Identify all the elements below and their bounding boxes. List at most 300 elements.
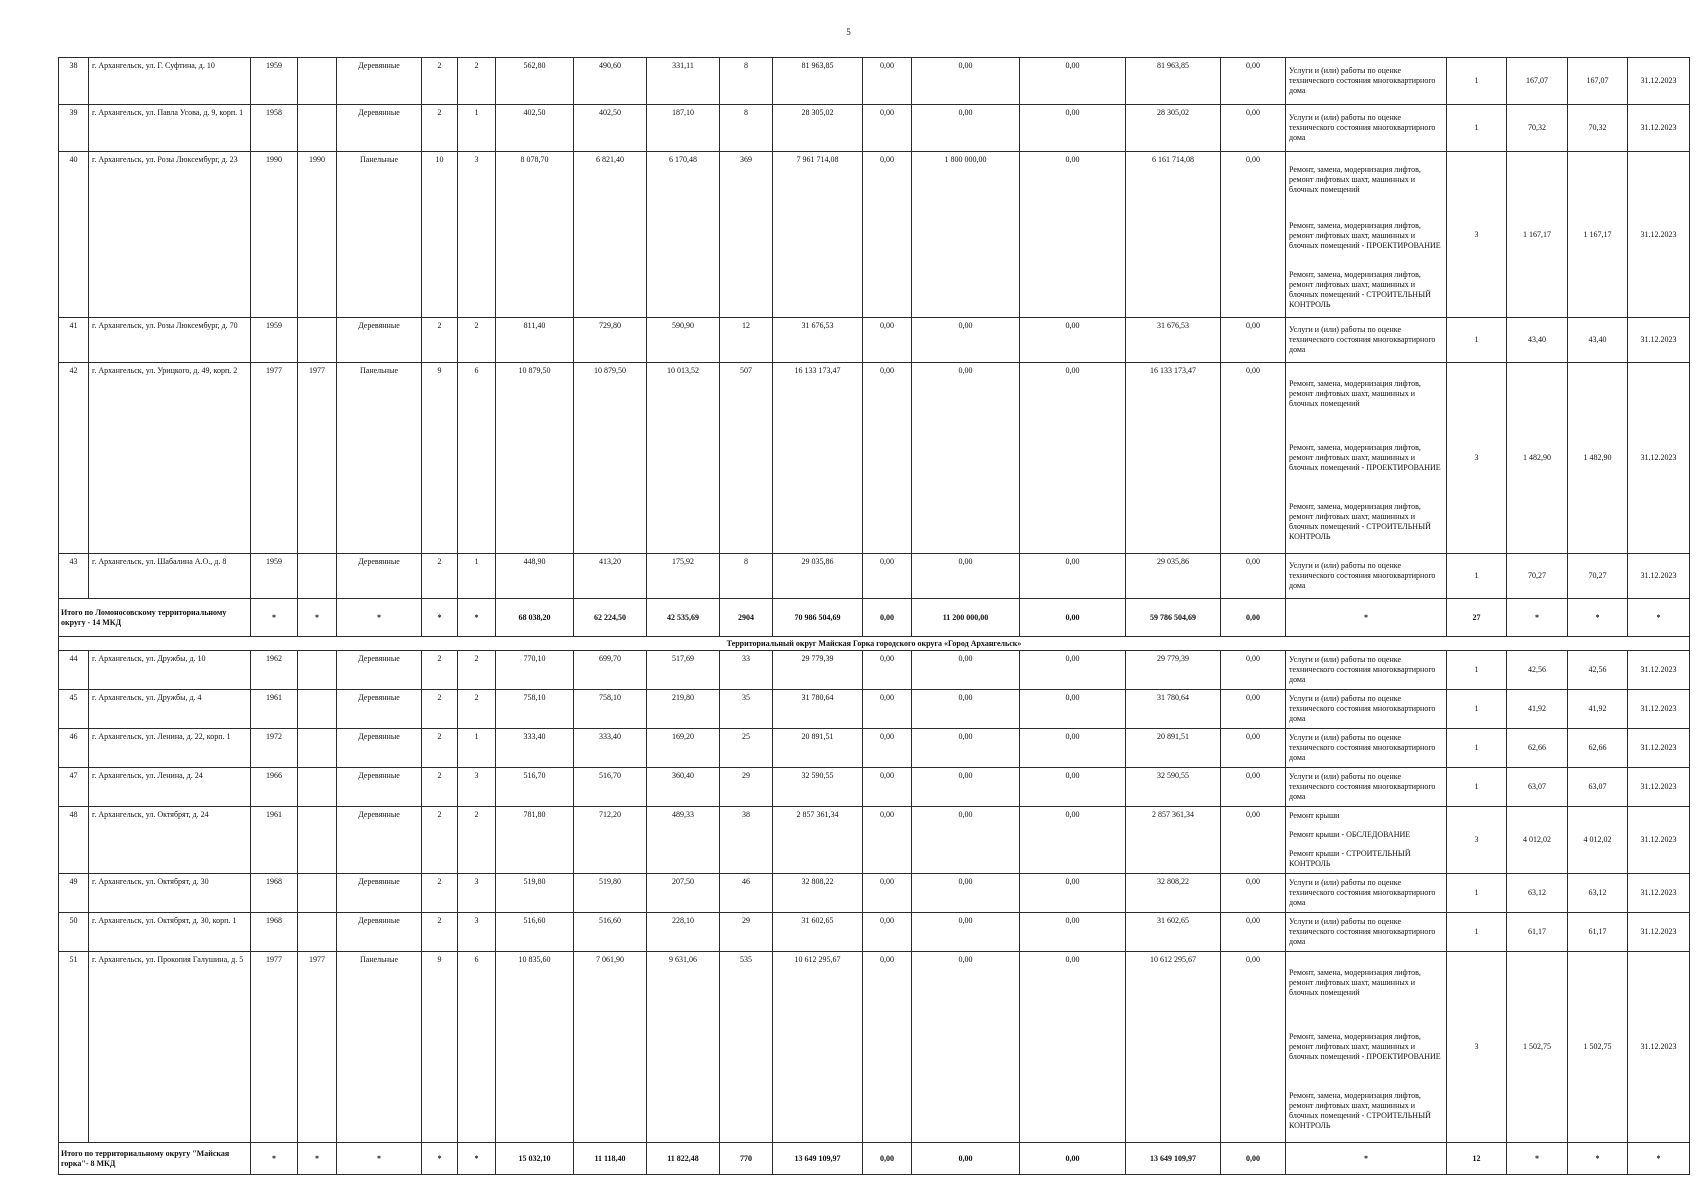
unit-cost: 61,17 [1507, 913, 1568, 952]
area-living: 7 061,90 [574, 952, 647, 1143]
year-built: 1961 [251, 807, 298, 874]
area-living: 413,20 [574, 554, 647, 599]
total-star: * [337, 599, 422, 637]
floors-count: 9 [422, 952, 458, 1143]
work-type: Услуги и (или) работы по оценке технического состояния многоквартирного дома [1286, 768, 1447, 807]
cost-owners: 29 035,86 [1126, 554, 1221, 599]
cost-local: 0,00 [1020, 768, 1126, 807]
work-count: 3 [1447, 952, 1507, 1143]
total-star: * [1507, 1143, 1568, 1175]
wall-material: Деревянные [337, 807, 422, 874]
work-count: 1 [1447, 318, 1507, 363]
area-living: 6 821,40 [574, 152, 647, 318]
year-rebuilt [298, 874, 337, 913]
unit-cost: 1 482,90 [1507, 363, 1568, 554]
area-living: 729,80 [574, 318, 647, 363]
area-owned: 10 013,52 [647, 363, 720, 554]
residents-count: 46 [720, 874, 773, 913]
year-built: 1968 [251, 913, 298, 952]
cost-total: 16 133 173,47 [773, 363, 863, 554]
work-type: Ремонт, замена, модернизация лифтов, ремонт лифтовых шахт, машинных и блочных помещений - СТРОИТЕЛЬНЫЙ КОНТРОЛЬ [1286, 263, 1447, 318]
unit-cost: 70,32 [1507, 105, 1568, 152]
year-built: 1990 [251, 152, 298, 318]
unit-cost: 43,40 [1507, 318, 1568, 363]
entrances-count: 2 [458, 807, 496, 874]
area-living: 10 879,50 [574, 363, 647, 554]
cost-region: 0,00 [912, 363, 1020, 554]
cost-region: 1 800 000,00 [912, 152, 1020, 318]
cost-region: 0,00 [912, 651, 1020, 690]
cost-local: 0,00 [1020, 318, 1126, 363]
house-address: г. Архангельск, ул. Октябрят, д. 30 [89, 874, 251, 913]
work-count: 1 [1447, 729, 1507, 768]
total-star: * [251, 599, 298, 637]
area-total: 519,80 [496, 874, 574, 913]
max-cost: 70,27 [1568, 554, 1628, 599]
total-area-living: 62 224,50 [574, 599, 647, 637]
total-star: * [1286, 599, 1447, 637]
residents-count: 35 [720, 690, 773, 729]
wall-material: Панельные [337, 952, 422, 1143]
year-rebuilt [298, 318, 337, 363]
area-owned: 6 170,48 [647, 152, 720, 318]
deadline: 31.12.2023 [1628, 729, 1690, 768]
entrances-count: 2 [458, 58, 496, 105]
work-type: Услуги и (или) работы по оценке технического состояния многоквартирного дома [1286, 651, 1447, 690]
cost-region: 0,00 [912, 690, 1020, 729]
area-total: 562,80 [496, 58, 574, 105]
year-built: 1972 [251, 729, 298, 768]
deadline: 31.12.2023 [1628, 913, 1690, 952]
entrances-count: 3 [458, 768, 496, 807]
residents-count: 25 [720, 729, 773, 768]
total-star: * [298, 1143, 337, 1175]
house-row [59, 913, 1690, 952]
cost-total: 29 779,39 [773, 651, 863, 690]
house-address: г. Архангельск, ул. Урицкого, д. 49, корп. 2 [89, 363, 251, 554]
cost-local: 0,00 [1020, 952, 1126, 1143]
cost-fund: 0,00 [863, 554, 912, 599]
area-total: 811,40 [496, 318, 574, 363]
total-star: * [1507, 599, 1568, 637]
entrances-count: 1 [458, 554, 496, 599]
cost-other: 0,00 [1221, 58, 1286, 105]
cost-region: 0,00 [912, 554, 1020, 599]
cost-fund: 0,00 [863, 768, 912, 807]
deadline: 31.12.2023 [1628, 807, 1690, 874]
year-rebuilt: 1990 [298, 152, 337, 318]
area-living: 490,60 [574, 58, 647, 105]
total-star: * [1286, 1143, 1447, 1175]
max-cost: 1 482,90 [1568, 363, 1628, 554]
total-area-owned: 11 822,48 [647, 1143, 720, 1175]
page-number: 5 [846, 27, 851, 37]
house-row [59, 152, 1690, 209]
cost-owners: 2 857 361,34 [1126, 807, 1221, 874]
capital-repair-register-table [58, 57, 1690, 1175]
unit-cost: 63,07 [1507, 768, 1568, 807]
total-cost-other: 0,00 [1221, 599, 1286, 637]
unit-cost: 1 167,17 [1507, 152, 1568, 318]
floors-count: 2 [422, 913, 458, 952]
cost-other: 0,00 [1221, 363, 1286, 554]
area-owned: 517,69 [647, 651, 720, 690]
row-number: 38 [59, 58, 89, 105]
total-star: * [298, 599, 337, 637]
entrances-count: 2 [458, 690, 496, 729]
wall-material: Деревянные [337, 874, 422, 913]
house-row [59, 807, 1690, 825]
house-address: г. Архангельск, ул. Шабалина А.О., д. 8 [89, 554, 251, 599]
deadline: 31.12.2023 [1628, 363, 1690, 554]
floors-count: 2 [422, 651, 458, 690]
year-built: 1959 [251, 58, 298, 105]
cost-local: 0,00 [1020, 105, 1126, 152]
work-count: 3 [1447, 363, 1507, 554]
year-rebuilt [298, 554, 337, 599]
wall-material: Деревянные [337, 651, 422, 690]
work-count: 1 [1447, 105, 1507, 152]
work-type: Ремонт крыши - ОБСЛЕДОВАНИЕ [1286, 825, 1447, 846]
year-rebuilt [298, 768, 337, 807]
total-row [59, 599, 1690, 637]
total-area-total: 68 038,20 [496, 599, 574, 637]
year-rebuilt [298, 105, 337, 152]
cost-fund: 0,00 [863, 690, 912, 729]
max-cost: 4 012,02 [1568, 807, 1628, 874]
area-total: 10 879,50 [496, 363, 574, 554]
total-star: * [1568, 1143, 1628, 1175]
total-star: * [1628, 599, 1690, 637]
area-owned: 228,10 [647, 913, 720, 952]
cost-other: 0,00 [1221, 807, 1286, 874]
floors-count: 2 [422, 105, 458, 152]
max-cost: 167,07 [1568, 58, 1628, 105]
cost-local: 0,00 [1020, 913, 1126, 952]
cost-owners: 28 305,02 [1126, 105, 1221, 152]
house-address: г. Архангельск, ул. Октябрят, д. 24 [89, 807, 251, 874]
work-count: 1 [1447, 690, 1507, 729]
total-star: * [458, 1143, 496, 1175]
row-number: 51 [59, 952, 89, 1143]
house-address: г. Архангельск, ул. Прокопия Галушина, д. 5 [89, 952, 251, 1143]
cost-fund: 0,00 [863, 651, 912, 690]
year-rebuilt [298, 690, 337, 729]
cost-other: 0,00 [1221, 952, 1286, 1143]
house-row [59, 952, 1690, 1014]
cost-region: 0,00 [912, 874, 1020, 913]
total-star: * [422, 599, 458, 637]
residents-count: 29 [720, 768, 773, 807]
cost-other: 0,00 [1221, 105, 1286, 152]
unit-cost: 1 502,75 [1507, 952, 1568, 1143]
unit-cost: 42,56 [1507, 651, 1568, 690]
row-number: 42 [59, 363, 89, 554]
house-row [59, 318, 1690, 363]
wall-material: Деревянные [337, 58, 422, 105]
cost-local: 0,00 [1020, 152, 1126, 318]
work-type: Услуги и (или) работы по оценке технического состояния многоквартирного дома [1286, 729, 1447, 768]
total-area-living: 11 118,40 [574, 1143, 647, 1175]
total-area-owned: 42 535,69 [647, 599, 720, 637]
wall-material: Деревянные [337, 690, 422, 729]
cost-region: 0,00 [912, 58, 1020, 105]
max-cost: 1 167,17 [1568, 152, 1628, 318]
work-type: Ремонт, замена, модернизация лифтов, ремонт лифтовых шахт, машинных и блочных помещений - ПРОЕКТИРОВАНИЕ [1286, 1014, 1447, 1081]
total-cost-region: 11 200 000,00 [912, 599, 1020, 637]
area-living: 333,40 [574, 729, 647, 768]
work-type: Услуги и (или) работы по оценке технического состояния многоквартирного дома [1286, 874, 1447, 913]
max-cost: 42,56 [1568, 651, 1628, 690]
row-number: 47 [59, 768, 89, 807]
wall-material: Панельные [337, 152, 422, 318]
cost-total: 32 590,55 [773, 768, 863, 807]
work-count: 1 [1447, 768, 1507, 807]
work-type: Ремонт, замена, модернизация лифтов, ремонт лифтовых шахт, машинных и блочных помещений - ПРОЕКТИРОВАНИЕ [1286, 425, 1447, 492]
entrances-count: 3 [458, 874, 496, 913]
max-cost: 70,32 [1568, 105, 1628, 152]
row-number: 45 [59, 690, 89, 729]
cost-region: 0,00 [912, 768, 1020, 807]
area-total: 781,80 [496, 807, 574, 874]
row-number: 49 [59, 874, 89, 913]
year-built: 1962 [251, 651, 298, 690]
unit-cost: 167,07 [1507, 58, 1568, 105]
deadline: 31.12.2023 [1628, 318, 1690, 363]
cost-other: 0,00 [1221, 729, 1286, 768]
house-row [59, 874, 1690, 913]
house-address: г. Архангельск, ул. Дружбы, д. 4 [89, 690, 251, 729]
floors-count: 2 [422, 318, 458, 363]
cost-other: 0,00 [1221, 152, 1286, 318]
cost-other: 0,00 [1221, 874, 1286, 913]
total-cost-owners: 13 649 109,97 [1126, 1143, 1221, 1175]
work-type: Услуги и (или) работы по оценке технического состояния многоквартирного дома [1286, 554, 1447, 599]
total-cost-other: 0,00 [1221, 1143, 1286, 1175]
work-count: 3 [1447, 152, 1507, 318]
floors-count: 10 [422, 152, 458, 318]
year-built: 1966 [251, 768, 298, 807]
total-row [59, 1143, 1690, 1175]
cost-fund: 0,00 [863, 318, 912, 363]
work-type: Услуги и (или) работы по оценке технического состояния многоквартирного дома [1286, 913, 1447, 952]
cost-fund: 0,00 [863, 807, 912, 874]
max-cost: 63,12 [1568, 874, 1628, 913]
residents-count: 33 [720, 651, 773, 690]
floors-count: 2 [422, 807, 458, 874]
cost-fund: 0,00 [863, 729, 912, 768]
area-living: 712,20 [574, 807, 647, 874]
work-type: Ремонт крыши [1286, 807, 1447, 825]
residents-count: 29 [720, 913, 773, 952]
section-header-row [59, 637, 1690, 651]
area-living: 402,50 [574, 105, 647, 152]
wall-material: Панельные [337, 363, 422, 554]
house-address: г. Архангельск, ул. Розы Люксембург, д. 23 [89, 152, 251, 318]
wall-material: Деревянные [337, 729, 422, 768]
residents-count: 38 [720, 807, 773, 874]
cost-other: 0,00 [1221, 913, 1286, 952]
row-number: 50 [59, 913, 89, 952]
cost-total: 28 305,02 [773, 105, 863, 152]
floors-count: 2 [422, 690, 458, 729]
cost-owners: 29 779,39 [1126, 651, 1221, 690]
area-owned: 175,92 [647, 554, 720, 599]
work-type: Ремонт, замена, модернизация лифтов, ремонт лифтовых шахт, машинных и блочных помещений [1286, 363, 1447, 425]
house-row [59, 729, 1690, 768]
residents-count: 8 [720, 554, 773, 599]
work-type: Услуги и (или) работы по оценке технического состояния многоквартирного дома [1286, 58, 1447, 105]
cost-owners: 31 780,64 [1126, 690, 1221, 729]
cost-total: 7 961 714,08 [773, 152, 863, 318]
house-row [59, 554, 1690, 599]
floors-count: 2 [422, 768, 458, 807]
area-owned: 169,20 [647, 729, 720, 768]
area-total: 8 078,70 [496, 152, 574, 318]
floors-count: 9 [422, 363, 458, 554]
cost-other: 0,00 [1221, 318, 1286, 363]
area-total: 770,10 [496, 651, 574, 690]
cost-local: 0,00 [1020, 874, 1126, 913]
row-number: 46 [59, 729, 89, 768]
total-cost-region: 0,00 [912, 1143, 1020, 1175]
work-count: 1 [1447, 913, 1507, 952]
total-residents: 770 [720, 1143, 773, 1175]
house-address: г. Архангельск, ул. Г. Суфтина, д. 10 [89, 58, 251, 105]
house-row [59, 363, 1690, 425]
deadline: 31.12.2023 [1628, 952, 1690, 1143]
year-rebuilt [298, 807, 337, 874]
year-built: 1959 [251, 318, 298, 363]
cost-fund: 0,00 [863, 952, 912, 1143]
cost-total: 81 963,85 [773, 58, 863, 105]
house-row [59, 105, 1690, 152]
work-count: 1 [1447, 58, 1507, 105]
max-cost: 61,17 [1568, 913, 1628, 952]
area-living: 758,10 [574, 690, 647, 729]
total-star: * [458, 599, 496, 637]
house-address: г. Архангельск, ул. Ленина, д. 22, корп. 1 [89, 729, 251, 768]
work-type: Ремонт, замена, модернизация лифтов, ремонт лифтовых шахт, машинных и блочных помещений [1286, 952, 1447, 1014]
year-rebuilt [298, 651, 337, 690]
area-owned: 187,10 [647, 105, 720, 152]
total-star: * [1568, 599, 1628, 637]
cost-owners: 81 963,85 [1126, 58, 1221, 105]
total-area-total: 15 032,10 [496, 1143, 574, 1175]
house-address: г. Архангельск, ул. Ленина, д. 24 [89, 768, 251, 807]
max-cost: 1 502,75 [1568, 952, 1628, 1143]
work-type: Ремонт, замена, модернизация лифтов, ремонт лифтовых шахт, машинных и блочных помещений - СТРОИТЕЛЬНЫЙ КОНТРОЛЬ [1286, 492, 1447, 554]
total-cost-total: 70 986 504,69 [773, 599, 863, 637]
cost-region: 0,00 [912, 913, 1020, 952]
cost-local: 0,00 [1020, 363, 1126, 554]
residents-count: 8 [720, 105, 773, 152]
year-rebuilt [298, 729, 337, 768]
row-number: 39 [59, 105, 89, 152]
entrances-count: 2 [458, 318, 496, 363]
cost-total: 31 602,65 [773, 913, 863, 952]
year-rebuilt: 1977 [298, 952, 337, 1143]
cost-total: 32 808,22 [773, 874, 863, 913]
cost-owners: 32 590,55 [1126, 768, 1221, 807]
year-built: 1968 [251, 874, 298, 913]
row-number: 41 [59, 318, 89, 363]
cost-other: 0,00 [1221, 768, 1286, 807]
max-cost: 41,92 [1568, 690, 1628, 729]
cost-owners: 16 133 173,47 [1126, 363, 1221, 554]
residents-count: 369 [720, 152, 773, 318]
total-star: * [251, 1143, 298, 1175]
cost-fund: 0,00 [863, 913, 912, 952]
cost-region: 0,00 [912, 105, 1020, 152]
floors-count: 2 [422, 58, 458, 105]
total-star: * [1628, 1143, 1690, 1175]
cost-total: 2 857 361,34 [773, 807, 863, 874]
area-owned: 9 631,06 [647, 952, 720, 1143]
unit-cost: 41,92 [1507, 690, 1568, 729]
cost-local: 0,00 [1020, 58, 1126, 105]
cost-fund: 0,00 [863, 105, 912, 152]
entrances-count: 3 [458, 913, 496, 952]
total-cost-local: 0,00 [1020, 1143, 1126, 1175]
area-owned: 331,11 [647, 58, 720, 105]
entrances-count: 2 [458, 651, 496, 690]
entrances-count: 6 [458, 363, 496, 554]
lomonosov-total [59, 599, 1690, 651]
cost-owners: 6 161 714,08 [1126, 152, 1221, 318]
floors-count: 2 [422, 554, 458, 599]
house-address: г. Архангельск, ул. Розы Люксембург, д. 70 [89, 318, 251, 363]
row-number: 43 [59, 554, 89, 599]
cost-other: 0,00 [1221, 651, 1286, 690]
house-row [59, 768, 1690, 807]
lomonosov-rows [59, 58, 1690, 599]
cost-fund: 0,00 [863, 874, 912, 913]
work-type: Услуги и (или) работы по оценке технического состояния многоквартирного дома [1286, 318, 1447, 363]
deadline: 31.12.2023 [1628, 874, 1690, 913]
house-row [59, 690, 1690, 729]
total-cost-owners: 59 786 504,69 [1126, 599, 1221, 637]
area-owned: 219,80 [647, 690, 720, 729]
house-row [59, 651, 1690, 690]
mayskaya-gorka-rows [59, 651, 1690, 1143]
cost-region: 0,00 [912, 807, 1020, 874]
residents-count: 535 [720, 952, 773, 1143]
cost-owners: 31 602,65 [1126, 913, 1221, 952]
residents-count: 12 [720, 318, 773, 363]
cost-local: 0,00 [1020, 690, 1126, 729]
cost-owners: 20 891,51 [1126, 729, 1221, 768]
area-total: 758,10 [496, 690, 574, 729]
total-work-count: 12 [1447, 1143, 1507, 1175]
work-type: Услуги и (или) работы по оценке технического состояния многоквартирного дома [1286, 690, 1447, 729]
wall-material: Деревянные [337, 768, 422, 807]
total-residents: 2904 [720, 599, 773, 637]
area-total: 516,70 [496, 768, 574, 807]
wall-material: Деревянные [337, 913, 422, 952]
unit-cost: 63,12 [1507, 874, 1568, 913]
year-built: 1977 [251, 952, 298, 1143]
cost-owners: 31 676,53 [1126, 318, 1221, 363]
total-label: Итого по территориальному округу "Майская горка"- 8 МКД [59, 1143, 251, 1175]
area-living: 699,70 [574, 651, 647, 690]
deadline: 31.12.2023 [1628, 105, 1690, 152]
work-type: Ремонт, замена, модернизация лифтов, ремонт лифтовых шахт, машинных и блочных помещений - ПРОЕКТИРОВАНИЕ [1286, 209, 1447, 263]
deadline: 31.12.2023 [1628, 768, 1690, 807]
work-type: Ремонт крыши - СТРОИТЕЛЬНЫЙ КОНТРОЛЬ [1286, 846, 1447, 874]
area-living: 516,70 [574, 768, 647, 807]
year-rebuilt: 1977 [298, 363, 337, 554]
